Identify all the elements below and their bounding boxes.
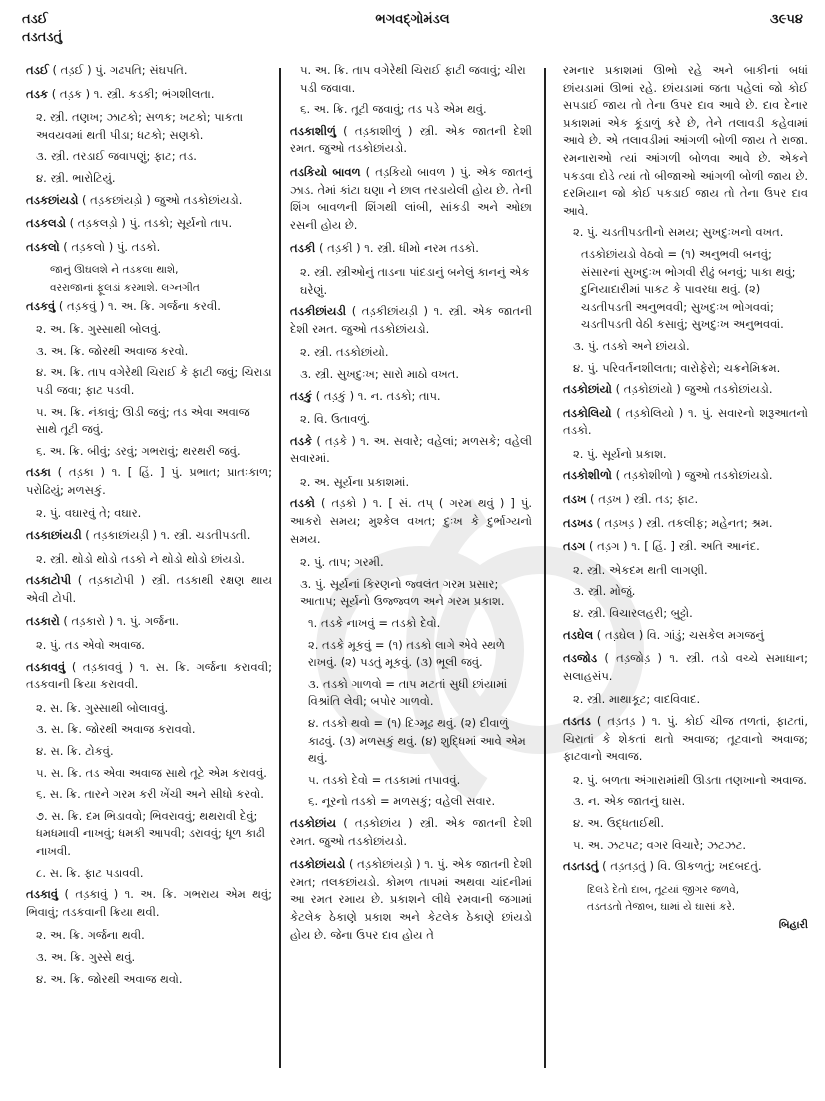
dictionary-entry	[563, 650, 808, 685]
definition: ( તડ઼કો ) ૧. [ સં. તપ્ ( ગરમ થવું ) ] પું. આકરો સમય; મુશ્કેલ વખત; દુઃખ કે દુર્ભાગ્યનો સમય.	[290, 496, 532, 546]
headword: તડઘેલ	[563, 627, 594, 642]
sense: ૨. અ. ક્રિ. ગર્જના થવી.	[36, 928, 145, 943]
quotation: દિલડે દેતો દાબ, તૂટયાં જીગર જળવે,	[587, 883, 740, 896]
definition: ( તડ઼કારો ) ૧. પું. ગર્જના.	[59, 614, 180, 629]
sense: ૩. પું. તડકો અને છાંયડો.	[573, 338, 690, 353]
definition: ( તડ઼કોછાંય ) સ્ત્રી. એક જાતની દેશી રમત. જુઓ તડકોછાંયડો.	[290, 815, 532, 848]
definition: ( તડ઼કોલિયો ) ૧. પું. સવારનો શરૂઆતનો તડકો.	[563, 405, 808, 438]
dictionary-entry	[290, 123, 532, 158]
definition: ( તડ઼તડ઼તું ) વિ. ઊકળતું; ખદબદતું.	[598, 859, 762, 874]
headword: તડકલડો	[26, 216, 66, 231]
column-3	[563, 62, 808, 935]
definition: ( તડ઼કી ) ૧. સ્ત્રી. ધીમો નરમ તડકો.	[315, 241, 479, 256]
column-2	[290, 62, 532, 950]
headword: તડકો	[290, 496, 315, 511]
definition: ( તડ઼કલડ઼ો ) પું. તડકો; સૂર્યનો તાપ.	[65, 216, 233, 231]
dictionary-entry	[563, 515, 808, 533]
definition: ( તડ઼કોશીળો ) જુઓ તડકોછાંયડો.	[611, 468, 773, 483]
dictionary-entry	[563, 405, 808, 440]
sense: ૨. સ્ત્રી. એકદમ થતી લાગણી.	[573, 562, 708, 577]
idiom: તડકોછાંયડો વેઠવો = (૧) અનુભવી બનવું; સંસારનાં સુખદુઃખ ભોગવી રીઢું બનવું; પાકા થવું; દુનિયાદારીમાં પાકટ કે પાવરધા થવું. (૨) ચડતીપડતી અનુભવવી; સુખદુઃખ ભોગવવાં; ચડતીપડતી વેઠી કસાવું; સુખદુઃખ અનુભવવાં.	[581, 246, 796, 332]
idiom: ૧. તડકે નાખવું = તડકો દેવો.	[308, 616, 441, 631]
headword: તડકારો	[26, 614, 60, 629]
quotation: વરરાજાનાં ફૂલડાં કરમાશે. લગ્નગીત	[50, 281, 200, 294]
dictionary-entry	[290, 164, 532, 234]
sense: ૨. પું. તડ એવો અવાજ.	[36, 638, 145, 653]
sense: ૨. સ્ત્રી. સ્ત્રીઓનું તાડના પાંદડાનું બનેલું કાનનું એક ઘરેણું.	[300, 264, 530, 297]
definition: ( તડ઼કોછાંયો ) જુઓ તડકોછાંયડો.	[611, 382, 773, 397]
dictionary-entry	[290, 815, 532, 850]
sense: ૨. સ્ત્રી. તણખ; ઝાટકો; સળક; ખટકો; પાકતા અવયવમાં થતી પીડા; ધટકો; સણકો.	[36, 110, 244, 142]
page-number: ૩૯૫૪	[770, 12, 803, 27]
sense: ૫. અ. ક્રિ. તાપ વગેરેથી ચિરાઈ ફાટી જવાવું; ચીરા પડી જવાવા.	[300, 63, 526, 95]
sense: ૩. સ. ક્રિ. જોરથી અવાજ કરાવવો.	[36, 722, 196, 737]
sense: ૪. સ. ક્રિ. ટોકવું.	[36, 744, 114, 758]
sense: ૩. સ્ત્રી. સુખદુઃખ; સારો માઠો વખત.	[300, 366, 460, 381]
definition: ( તડ઼ખ ) સ્ત્રી. તડ; ફાટ.	[586, 492, 699, 507]
headword: તડતડ	[563, 714, 591, 728]
sense: ૬. અ. ક્રિ. તૂટી જવાવું; તડ પડે એમ થવું.	[300, 102, 487, 117]
sense: ૨. પું. વઘારવું તે; વઘાર.	[36, 506, 142, 521]
sense: ૫. સ. ક્રિ. તડ એવા અવાજ સાથે તૂટે એમ કરાવવું.	[36, 765, 267, 780]
headword: તડઈ	[26, 63, 49, 77]
dictionary-entry	[563, 538, 808, 556]
idiom: ૪. તડકો થવો = (૧) દિગ્મૂઢ થવું. (૨) દીવાળું કાઢવું. (૩) મળસકું થવું. (૪) શુદ્ધિમાં આવે એમ થવું.	[308, 716, 526, 766]
dictionary-entry	[26, 192, 272, 210]
sense: ૪. સ્ત્રી. ભારોટિયું.	[36, 170, 116, 185]
guide-word-left-2: તડતડતું	[22, 30, 63, 45]
dictionary-entry	[290, 856, 532, 944]
dictionary-entry	[290, 433, 532, 468]
dictionary-entry	[563, 713, 808, 766]
sense: ૨. અ. સૂર્યના પ્રકાશમાં.	[300, 474, 410, 489]
dictionary-entry	[26, 215, 272, 233]
headword: તડકોલિયો	[563, 405, 612, 420]
headword: તડકાટોપી	[26, 573, 72, 588]
dictionary-entry	[26, 886, 272, 921]
column-divider	[279, 68, 281, 1068]
headword: તડકછાંયડો	[26, 192, 79, 207]
dictionary-entry	[290, 388, 532, 406]
sense: ૩. પું. સૂર્યનાં કિરણનો જ્વલંત ગરમ પ્રસાર; આતાપ; સૂર્યનો ઉજ્જ્વળ અને ગરમ પ્રકાશ.	[300, 576, 505, 609]
headword: તડકા	[26, 465, 51, 480]
sense: ૨. સ્ત્રી. તડકોછાંયો.	[300, 345, 389, 360]
headword: તડકોછાંયો	[563, 382, 612, 397]
column-1	[26, 62, 272, 992]
headword: તડકાછાંયડી	[26, 528, 82, 543]
definition: ( તડ઼કવું ) ૧. અ. ક્રિ. ગર્જના કરવી.	[55, 298, 221, 313]
definition: ( તડ઼ઈ ) પું. ગઢપતિ; સંઘપતિ.	[48, 63, 188, 77]
sense: ૨. વિ. ઉતાવળું.	[300, 412, 371, 427]
sense: ૬. અ. ક્રિ. બીવું; ડરવું; ગભરાવું; થરથરી જવું.	[36, 443, 241, 458]
dictionary-entry	[290, 303, 532, 338]
idiom: ૨. તડકે મૂકવું = (૧) તડકો લાગે એવે સ્થળે રાખવું. (૨) પડતું મૂકવું. (૩) ભૂલી જવું.	[308, 637, 505, 670]
headword: તડકોછાંય	[290, 815, 337, 830]
definition: ( તડ઼કું ) ૧. ન. તડકો; તાપ.	[312, 388, 441, 403]
column-divider	[544, 68, 546, 1068]
definition: ( તડ઼કીછાંયડ઼ી ) ૧. સ્ત્રી. એક જાતની દેશી રમત. જુઓ તડકોછાંયડો.	[290, 304, 532, 336]
definition: ( તડ઼ઘેલ ) વિ. ગાંડું; ચસકેલ મગજનું	[593, 627, 764, 642]
dictionary-entry	[563, 381, 808, 399]
headword: તડકવું	[26, 298, 56, 313]
headword: તડકે	[290, 433, 313, 448]
dictionary-entry	[26, 572, 272, 607]
dictionary-entry	[563, 491, 808, 509]
idiom: ૬. નૂરનો તડકો = મળસકું; વહેલી સવાર.	[308, 794, 496, 809]
sense: ૪. પું. પરિવર્તનશીલતા; વારોફેરો; ચક્રનેમિક્રમ.	[573, 360, 781, 375]
definition: ( તડ઼ક ) ૧. સ્ત્રી. કડકી; ભંગશીલતા.	[48, 86, 215, 101]
dictionary-entry	[26, 62, 272, 80]
definition: ( તડ઼કિયો બાવળ ) પું. એક જાતનું ઝાડ. તેમાં કાંટા ઘણા ને છાલ તરડાયેલી હોય છે. તેની શિંગ બાવળની શિંગથી લાંબી, સાંકડી અને ઓછા રસની હોય છે.	[290, 164, 532, 232]
definition: ( તડ઼કા ) ૧. [ હિં. ] પું. પ્રભાત; પ્રાતઃકાળ; પરોઢિયું; મળસકું.	[26, 465, 272, 497]
dictionary-entry	[26, 298, 272, 316]
sense: ૪. અ. ઉદ્ધતાઈથી.	[573, 815, 664, 830]
definition: ( તડ઼કછાંયડ઼ો ) જુઓ તડકોછાંયડો.	[78, 192, 243, 207]
definition: ( તડ઼ખડ઼ ) સ્ત્રી. તકલીફ; મહેનત; શ્રમ.	[592, 515, 773, 530]
headword: તડગ	[563, 539, 586, 554]
definition: ( તડ઼કાશીળું ) સ્ત્રી. એક જાતની દેશી રમત. જુઓ તડકોછાંયડો.	[290, 123, 532, 156]
headword: તડકાવું	[26, 887, 59, 902]
headword: તડજોડ	[563, 651, 598, 666]
dictionary-entry	[290, 240, 532, 258]
guide-word-left: તડઈ	[22, 12, 48, 27]
sense: ૩. અ. ક્રિ. ગુસ્સે થવું.	[36, 949, 136, 964]
definition: ( તડ઼કલો ) પું. તડકો.	[59, 239, 161, 254]
dictionary-entry	[563, 467, 808, 485]
dictionary-entry	[26, 239, 272, 257]
quotation: જાનું ઊઘલશે ને તડકલા થાશે,	[50, 264, 179, 277]
definition: ( તડ઼કાછાંયડ઼ી ) ૧. સ્ત્રી. ચડતીપડતી.	[81, 528, 251, 543]
definition: ( તડ઼કાવવું ) ૧. સ. ક્રિ. ગર્જના કરાવવી; તડકવાની ક્રિયા કરાવવી.	[26, 659, 272, 692]
headword: તડકલો	[26, 239, 60, 254]
sense: ૨. પું. તાપ; ગરમી.	[300, 555, 384, 570]
sense: ૩. અ. ક્રિ. જોરથી અવાજ કરવો.	[36, 343, 189, 358]
definition-paragraph: રમનાર પ્રકાશમાં ઊભો રહે અને બાકીનાં બધાં છાંયડામાં ઊભાં રહે. છાંયડામાં જતા પહેલાં જો કોઈ સપડાઈ જાય તો તેના ઉપર દાવ આવે છે. દાવ દેનાર પ્રકાશમાં એક કૂંડાળું કરે છે, તેને તલાવડી કહેવામાં આવે છે. એ તલાવડીમાં આંગળી બોળી જાય તે રાજા. રમનારાઓ ત્યાં આંગળી બોળવા આવે છે. એકને પકડવા દોડે ત્યાં તો બીજાઓ આંગળી બોળી જાય છે. દરમિયાન જો કોઈ પકડાઈ જાય તો તેના ઉપર દાવ આવે.	[563, 63, 808, 218]
dictionary-entry	[26, 659, 272, 694]
sense: ૩. સ્ત્રી. મોજું.	[573, 584, 636, 599]
definition: ( તડ઼કોછાંયડ઼ો ) ૧. પું. એક જાતની દેશી રમત; તલકછાંયડો. કોમળ તાપમાં અથવા ચાંદનીમાં આ રમત રમાય છે. પ્રકાશને લીધે રમવાની જગામાં કેટલેક ઠેકાણે પ્રકાશ અને કેટલેક ઠેકાણે છાંયડો હોય છે. જેના ઉપર દાવ હોય તે	[290, 857, 532, 942]
sense: ૪. અ. ક્રિ. તાપ વગેરેથી ચિરાઈ કે ફાટી જવું; ચિરાડા પડી જવા; ફાટ પડવી.	[36, 365, 272, 397]
sense: ૨. પું. બળતા અંગારામાંથી ઊડતા તણખાનો અવાજ.	[573, 772, 807, 787]
sense: ૩. સ્ત્રી. તરડાઈ જવાપણું; ફાટ; તડ.	[36, 149, 197, 164]
sense: ૫. અ. ઝટપટ; વગર વિચારે; ઝટઝટ.	[573, 837, 747, 852]
dictionary-entry	[26, 86, 272, 104]
dictionary-entry	[26, 527, 272, 545]
sense: ૨. સ્ત્રી. થોડો થોડો તડકો ને થોડો થોડો છાંયડો.	[36, 551, 245, 566]
page-title: ભગવદ્ગોમંડલ	[375, 12, 450, 27]
definition: ( તડ઼કાવું ) ૧. અ. ક્રિ. ગભરાય એમ થવું; ભિવાવું; તડકવાની ક્રિયા થવી.	[26, 887, 272, 919]
page-header	[22, 12, 803, 32]
sense: ૨. પું. ચડતીપડતીનો સમય; સુખદુઃખનો વખત.	[573, 225, 784, 240]
quotation-source: બિહારી	[778, 918, 808, 931]
headword: તડકિયો બાવળ	[290, 164, 361, 179]
dictionary-entry	[290, 495, 532, 548]
headword: તડકી	[290, 241, 316, 256]
headword: તડક	[26, 86, 49, 101]
idiom: ૩. તડકો ગાળવો = તાપ મટતાં સુધી છાંયામાં વિશ્રાંતિ લેવી; બપોર ગાળવો.	[308, 676, 508, 709]
sense: ૬. સ. ક્રિ. તારને ગરમ કરી ખેંચી અને સીધો કરવો.	[36, 787, 264, 802]
idiom: ૫. તડકો દેવો = તડકામાં તપાવવું.	[308, 772, 461, 787]
sense: ૪. અ. ક્રિ. જોરથી અવાજ થવો.	[36, 971, 183, 986]
quotation: તડતડતો તેજાબ, ઘામાં યે ઘાસાં કરે.	[587, 901, 736, 914]
sense: ૪. સ્ત્રી. વિચારલહરી; બુટ્ટો.	[573, 606, 693, 621]
sense: ૮. સ. ક્રિ. ફાટ પડાવવી.	[36, 865, 144, 880]
headword: તડકાવવું	[26, 659, 66, 674]
headword: તડકું	[290, 388, 313, 403]
headword: તડખ	[563, 492, 587, 507]
sense: ૫. અ. ક્રિ. નંકાવું; ઊડી જવું; તડ એવા અવાજ સાથે તૂટી જવું.	[36, 404, 250, 437]
sense: ૭. સ. ક્રિ. દમ ભિડાવવો; ભિવરાવવું; થથરાવી દેવું; ધમધમાવી નાખવું; ધમકી આપવી; ડરાવવું; ધૂળ કાઢી નાખવી.	[36, 808, 266, 858]
definition: ( તડ઼ગ ) ૧. [ હિં. ] સ્ત્રી. અતિ આનંદ.	[585, 539, 760, 554]
dictionary-entry	[563, 627, 808, 645]
dictionary-entry	[26, 464, 272, 499]
sense: ૨. સ્ત્રી. માથાકૂટ; વાદવિવાદ.	[573, 692, 701, 707]
definition: ( તડ઼કે ) ૧. અ. સવારે; વહેલાં; મળસકે; વહેલી સવારમાં.	[290, 433, 532, 466]
sense: ૨. સ. ક્રિ. ગુસ્સાથી બોલાવવું.	[36, 700, 169, 715]
dictionary-entry	[563, 858, 808, 876]
definition: ( તડ઼તડ઼ ) ૧. પું. કોઈ ચીજ તળતાં, ફાટતાં, ચિરાતાં કે શેકતાં થતો અવાજ; તૂટવાનો અવાજ; ફાટવાનો અવાજ.	[563, 714, 808, 764]
dictionary-entry	[26, 613, 272, 631]
sense: ૩. ન. એક જાતનું ઘાસ.	[573, 794, 686, 809]
headword: તડતડતું	[563, 859, 599, 874]
definition: ( તડ઼જોડ઼ ) ૧. સ્ત્રી. તડો વચ્ચે સમાધાન; સલાહસંપ.	[563, 651, 808, 683]
sense: ૨. અ. ક્રિ. ગુસ્સાથી બોલવું.	[36, 322, 162, 337]
definition: ( તડ઼કાટોપી ) સ્ત્રી. તડકાથી રક્ષણ થાય એવી ટોપી.	[26, 573, 272, 605]
headword: તડકાશીળું	[290, 123, 336, 138]
headword: તડકોછાંયડો	[290, 857, 346, 872]
headword: તડકીછાંયડી	[290, 304, 347, 319]
sense: ૨. પું. સૂર્યનો પ્રકાશ.	[573, 446, 667, 461]
headword: તડકોશીળો	[563, 468, 612, 483]
headword: તડખડ	[563, 515, 593, 530]
